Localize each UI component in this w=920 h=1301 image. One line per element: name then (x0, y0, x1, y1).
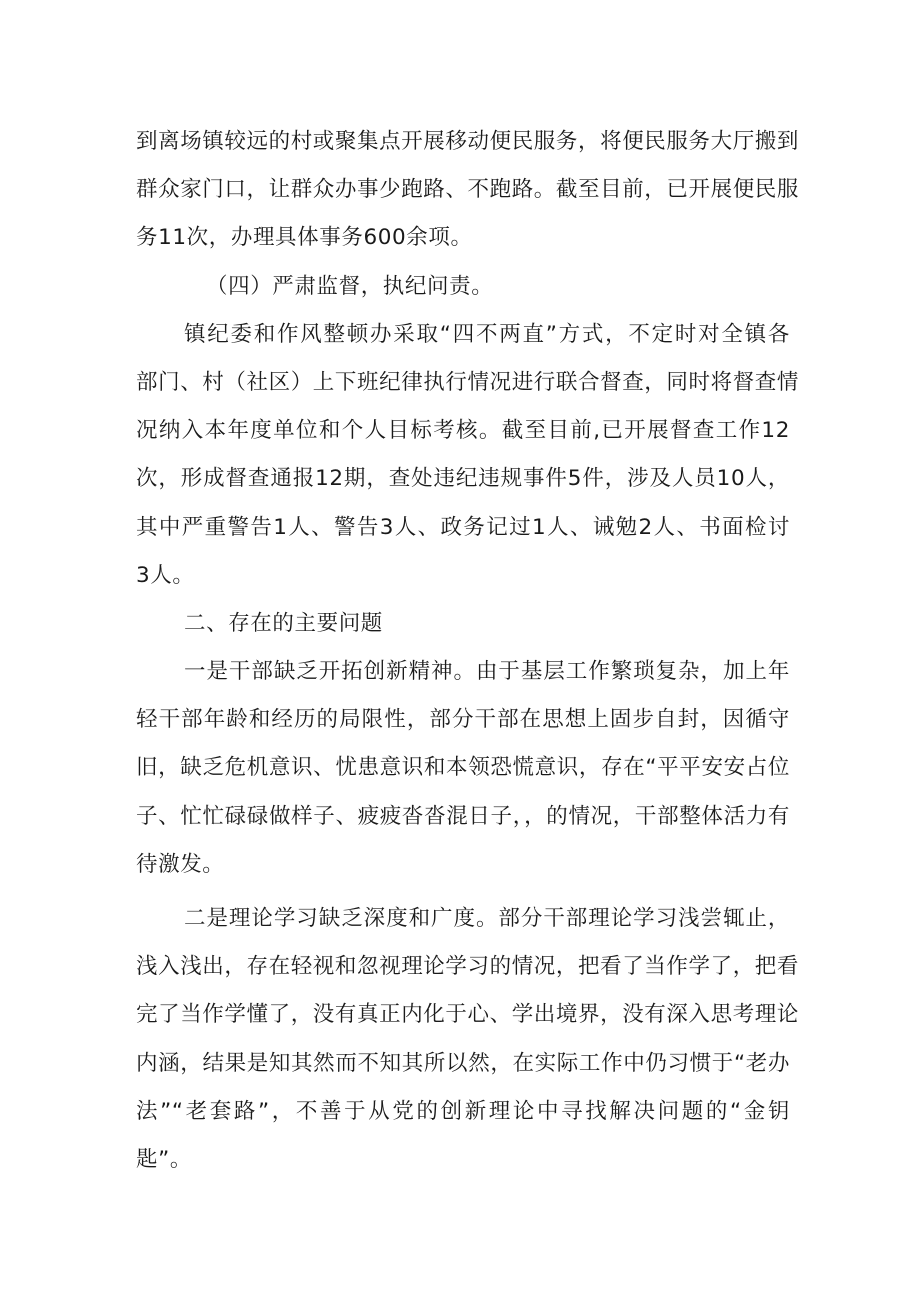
text-line: 内涵，结果是知其然而不知其所以然，在实际工作中仍习惯于“老办 (136, 1050, 790, 1076)
heading-text: 二、存在的主要问题 (184, 610, 383, 636)
text-line: 完了当作学懂了，没有真正内化于心、学出境界，没有深入思考理论 (136, 1002, 800, 1028)
text-line: 镇纪委和作风整顿办采取“四不两直”方式，不定时对全镇各 (184, 321, 790, 347)
text-line: 一是干部缺乏开拓创新精神。由于基层工作繁琐复杂，加上年 (184, 659, 790, 685)
text-line: 次，形成督查通报12期，查处违纪违规事件5件，涉及人员10人， (136, 466, 790, 492)
section-heading-two (136, 600, 790, 648)
text-line: 部门、村（社区）上下班纪律执行情况进行联合督查，同时将督查情 (136, 369, 800, 395)
text-line: 待激发。 (136, 851, 225, 877)
paragraph-supervision (136, 311, 800, 600)
text-line: 子、忙忙碌碌做样子、疲疲沓沓混日子，，的情况，干部整体活力有 (136, 803, 790, 829)
text-line: 其中严重警告1人、警告3人、政务记过1人、诫勉2人、书面检讨 (136, 514, 790, 540)
section-heading-four (136, 263, 790, 311)
paragraph-problem-two (136, 895, 800, 1184)
text-line: 旧，缺乏危机意识、忧患意识和本领恐慌意识，存在“平平安安占位 (136, 755, 790, 781)
text-line: 轻干部年龄和经历的局限性，部分干部在思想上固步自封，因循守 (136, 707, 790, 733)
paragraph-problem-one (136, 648, 790, 889)
text-line: 3人。 (136, 562, 195, 588)
text-line: 务11次，办理具体事务600余项。 (136, 225, 473, 251)
text-line: 法”“老套路”，不善于从党的创新理论中寻找解决问题的“金钥 (136, 1098, 790, 1124)
document-body (136, 118, 800, 1184)
heading-text: （四）严肃监督，执纪问责。 (206, 273, 494, 299)
text-line: 二是理论学习缺乏深度和广度。部分干部理论学习浅尝辄止， (184, 906, 790, 931)
text-line: 群众家门口，让群众办事少跑路、不跑路。截至目前，已开展便民服 (136, 177, 800, 203)
text-line: 况纳入本年度单位和个人目标考核。截至目前,已开展督查工作12 (136, 418, 790, 444)
text-line: 匙”。 (136, 1146, 192, 1172)
text-line: 到离场镇较远的村或聚集点开展移动便民服务，将便民服务大厅搬到 (136, 129, 800, 154)
paragraph-convenience-service (136, 118, 800, 263)
text-line: 浅入浅出，存在轻视和忽视理论学习的情况，把看了当作学了，把看 (136, 954, 800, 980)
